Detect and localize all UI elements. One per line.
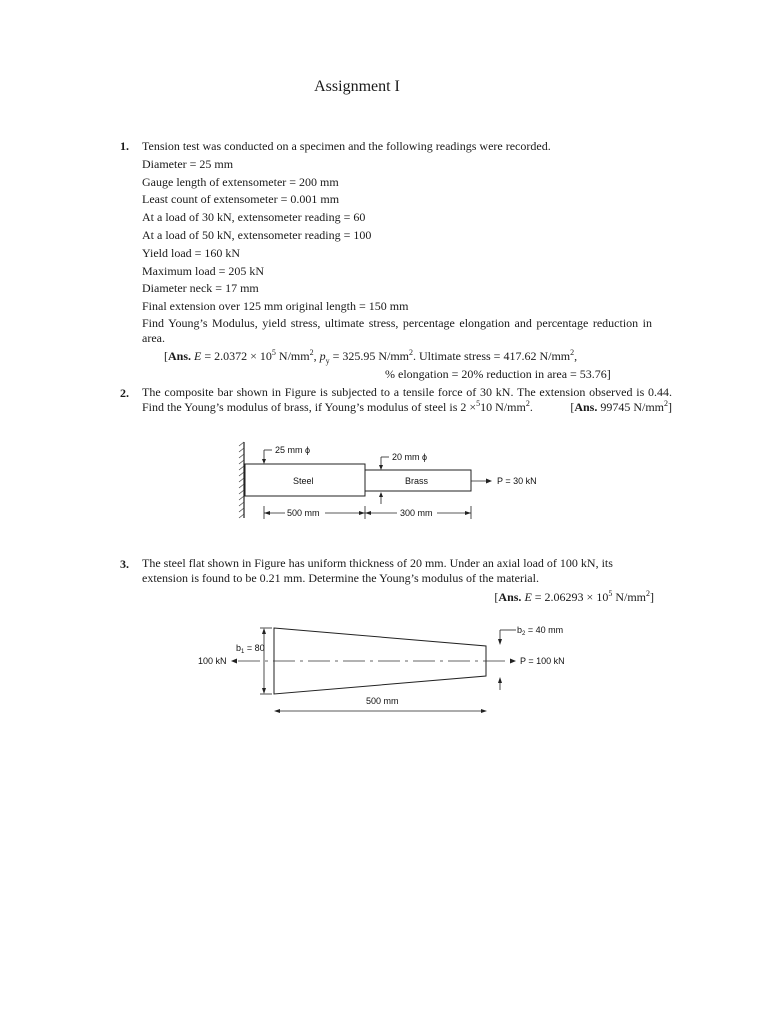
answer-bracket: ]: [650, 590, 654, 604]
arrow-right-icon: [481, 709, 487, 713]
steel-label: Steel: [293, 476, 314, 486]
q1-line: Maximum load = 205 kN: [142, 263, 265, 278]
answer-symbol-p: p: [319, 348, 326, 363]
answer-label: Ans.: [168, 348, 192, 363]
composite-bar-figure: [235, 440, 555, 525]
question-3: [120, 556, 654, 607]
answer-subscript: y: [325, 356, 330, 366]
q1-find-text: Find Young’s Modulus, yield stress, ultimate stress, percentage elongation and percentage reduction in area.: [142, 315, 652, 345]
answer-exponent: 2: [309, 347, 314, 357]
answer-symbol-e: E: [194, 348, 202, 363]
q1-line: Final extension over 125 mm original length = 150 mm: [142, 299, 409, 314]
q1-line: At a load of 30 kN, extensometer reading = 60: [142, 210, 366, 225]
b1-subscript: 1: [241, 649, 245, 655]
answer-label: Ans.: [574, 400, 598, 414]
arrow-right-icon: [486, 479, 492, 484]
answer-bracket: [: [164, 348, 168, 363]
arrow-left-icon: [365, 511, 371, 515]
q1-line: Gauge length of extensometer = 200 mm: [142, 174, 339, 189]
answer-exponent: 5: [608, 589, 613, 598]
answer-symbol-e: E: [524, 590, 532, 604]
arrow-down-icon: [262, 459, 266, 464]
question-number: 1.: [120, 139, 129, 153]
arrow-left-icon: [264, 511, 270, 515]
b2-value: = 40 mm: [525, 625, 564, 635]
tapered-flat-figure: [190, 620, 590, 720]
q2-text: The composite bar shown in Figure is subjected to a tensile force of 30 kN. The extension observed is 0.44. Find the Young’s modulus of brass, if Young’s modulus of steel is 2 ×: [142, 385, 672, 414]
steel-length-label: 500 mm: [287, 508, 320, 518]
q1-answer-line-2: % elongation = 20% reduction in area = 53.76]: [385, 366, 611, 381]
question-1: [120, 138, 652, 384]
load-label: P = 30 kN: [497, 476, 537, 486]
q1-line: Least count of extensometer = 0.001 mm: [142, 192, 340, 207]
b1-label: [236, 643, 265, 655]
q2-exponent: 2: [525, 399, 530, 408]
q2-text: .: [529, 400, 533, 414]
answer-text: 99745 N/mm: [597, 400, 664, 414]
left-load-label: 100 kN: [198, 656, 227, 666]
q1-line: At a load of 50 kN, extensometer reading = 100: [142, 227, 372, 242]
b2-label: [517, 625, 563, 637]
q3-answer: [Ans. $E = 2.06293 \times 10^5$ $N/mm^2$]: [494, 589, 654, 604]
answer-exponent: 5: [271, 347, 276, 357]
answer-text: = 2.06293 × 10: [531, 590, 609, 604]
q1-answer: [Ans. $E = 2.0372 \times 10^5$ $N/mm^2$, $p_y = 325.95$ $N/mm^2$. Ultimate stress = 417.62 $N/mm^2$,: [164, 347, 578, 366]
answer-text: N/mm: [612, 590, 646, 604]
q1-line: Diameter = 25 mm: [142, 156, 234, 171]
arrow-right-icon: [359, 511, 365, 515]
b2-subscript: 2: [522, 631, 526, 637]
answer-exponent: 2: [409, 347, 414, 357]
b1-letter: b: [236, 643, 242, 653]
q2-answer: [Ans. 99745 $N/mm^2$]: [570, 399, 672, 414]
arrow-right-icon: [510, 659, 516, 664]
q3-text: The steel flat shown in Figure has uniform thickness of 20 mm. Under an axial load of 100 kN, its extension is found to be 0.21 mm. Determine the Young’s modulus of the material.: [142, 556, 613, 585]
right-load-label: P = 100 kN: [520, 656, 565, 666]
b1-value: = 80: [244, 643, 265, 653]
answer-text: = 2.0372 × 10: [201, 348, 272, 363]
arrow-down-icon: [498, 639, 502, 645]
q2-text: 10 N/mm: [480, 400, 526, 414]
arrow-down-icon: [262, 688, 266, 694]
q1-line: Tension test was conducted on a specimen and the following readings were recorded.: [142, 139, 551, 153]
arrow-up-icon: [498, 677, 502, 683]
brass-diameter-label: 20 mm ϕ: [392, 452, 428, 462]
steel-diameter-label: 25 mm ϕ: [275, 445, 311, 455]
q1-line: Diameter neck = 17 mm: [142, 281, 259, 296]
answer-exponent: 2: [646, 589, 650, 598]
answer-bracket: ]: [668, 400, 672, 414]
q1-line: Yield load = 160 kN: [142, 245, 241, 260]
brass-length-label: 300 mm: [400, 508, 433, 518]
question-number: 2.: [120, 386, 129, 400]
answer-text: = 325.95 N/mm: [329, 348, 410, 363]
question-number: 3.: [120, 557, 129, 571]
page-title: Assignment I: [314, 78, 400, 95]
wall-hatching-icon: [239, 442, 244, 518]
answer-exponent: 2: [570, 347, 575, 357]
length-label: 500 mm: [366, 696, 399, 706]
arrow-up-icon: [379, 492, 383, 497]
brass-label: Brass: [405, 476, 429, 486]
b2-letter: b: [517, 625, 523, 635]
answer-label: Ans.: [498, 590, 522, 604]
arrow-down-icon: [379, 465, 383, 470]
question-2: [120, 385, 672, 415]
answer-text: N/mm: [275, 348, 310, 363]
answer-text: . Ultimate stress = 417.62 N/mm: [413, 348, 571, 363]
answer-text: ,: [574, 348, 578, 363]
arrow-up-icon: [262, 628, 266, 634]
answer-exponent: 2: [664, 399, 668, 408]
arrow-left-icon: [274, 709, 280, 713]
arrow-right-icon: [465, 511, 471, 515]
arrow-left-icon: [231, 659, 237, 664]
q2-exponent: 5: [476, 399, 481, 408]
